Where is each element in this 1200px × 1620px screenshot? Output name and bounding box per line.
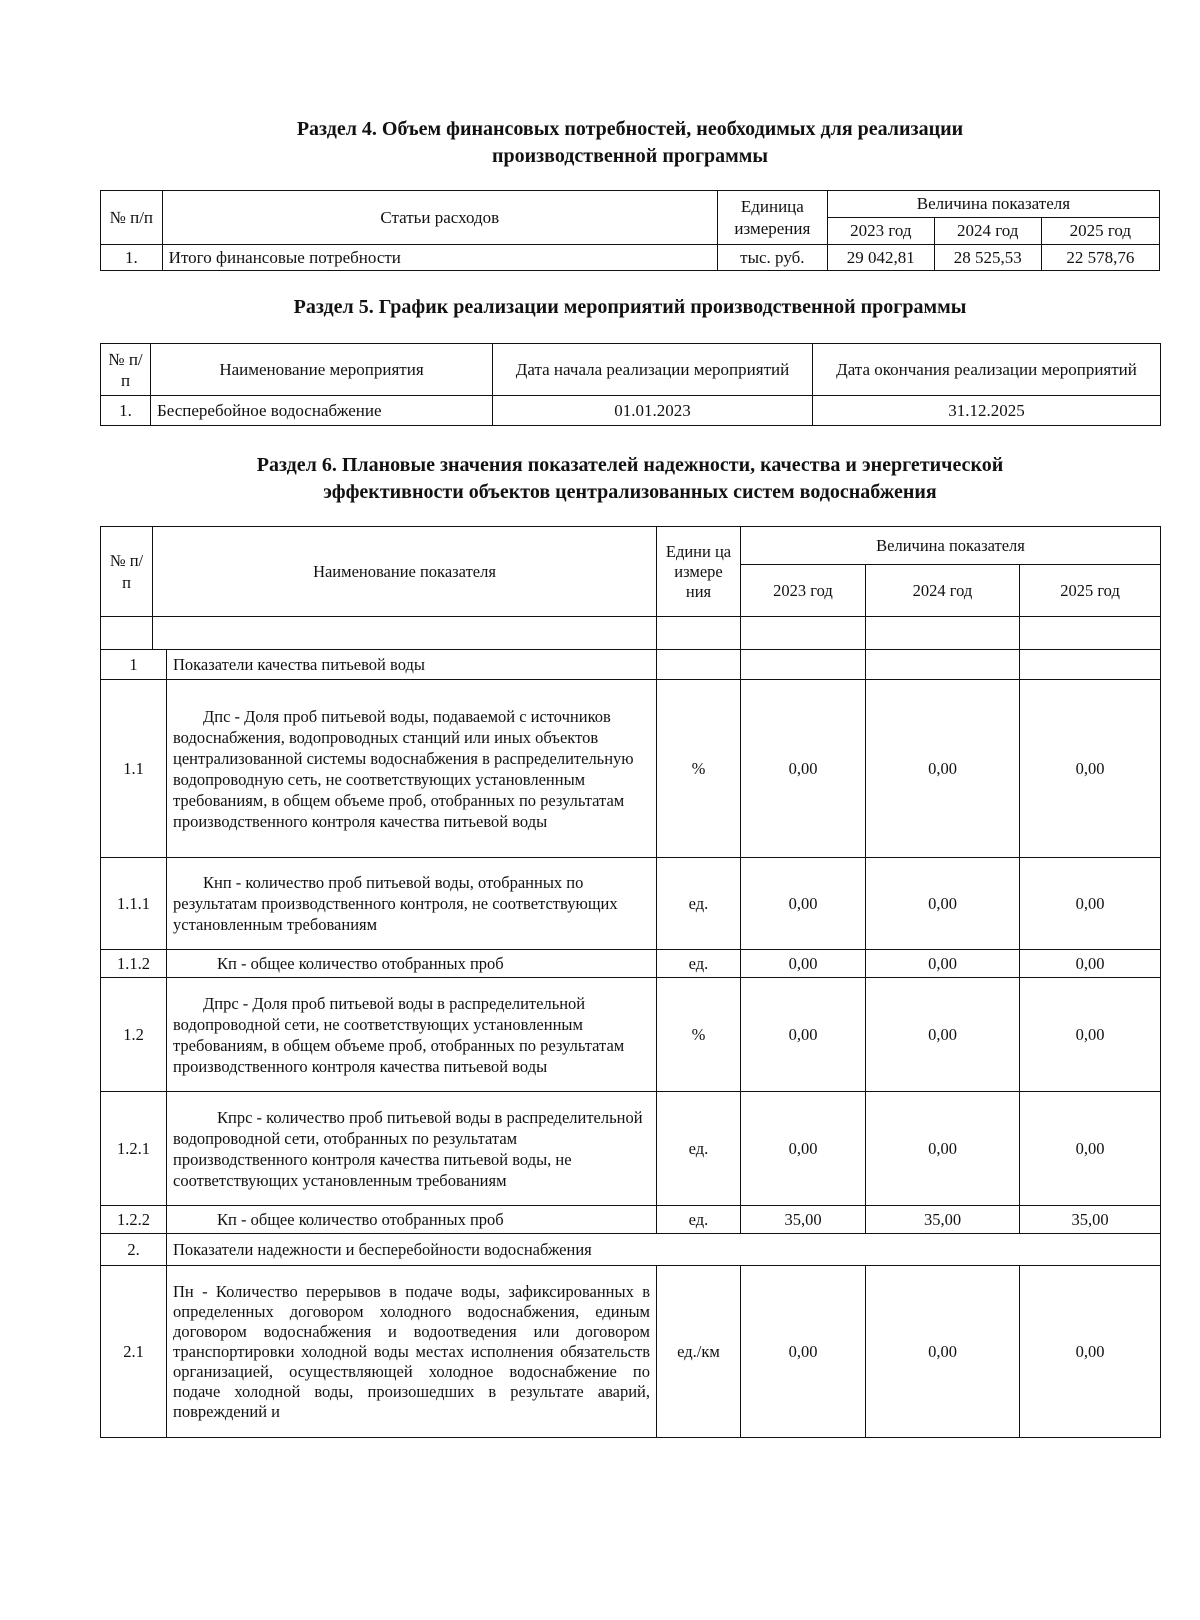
table-row-empty <box>101 617 1161 650</box>
row-indicator-name: Пн - Количество перерывов в подаче воды, зафиксированных в определенных договором холодного водоснабжения, единым договором водоснабжения и водоотведения или договором транспортировки холодной воды местах исполнения обязательств организацией, осуществляющей холодное водоснабжение по подаче холодной воды, произошедших в результате аварий, повреждений и <box>167 1266 657 1438</box>
section-4-title-line2: производственной программы <box>491 145 769 167</box>
row-2024: 0,00 <box>866 1092 1020 1206</box>
row-num: 2.1 <box>101 1266 167 1438</box>
row-2025: 0,00 <box>1020 950 1161 978</box>
row-2025: 35,00 <box>1020 1206 1161 1234</box>
row-num: 1.1 <box>101 680 167 858</box>
header-end-date: Дата окончания реализации мероприятий <box>813 344 1161 396</box>
row-end-date: 31.12.2025 <box>813 396 1161 426</box>
empty-cell <box>1020 617 1161 650</box>
row-item: Итого финансовые потребности <box>162 245 717 271</box>
schedule-table <box>100 343 1161 426</box>
row-num: 1. <box>101 245 163 271</box>
row-unit: % <box>657 978 741 1092</box>
indicators-table <box>100 526 1161 1438</box>
empty-cell <box>657 617 741 650</box>
header-num: № п/п <box>101 527 153 617</box>
table-row <box>101 396 1161 426</box>
row-indicator-name: Кнп - количество проб питьевой воды, отобранных по результатам производственного контроля, не соответствующих установленным требованиям <box>167 858 657 950</box>
empty-cell <box>741 650 866 680</box>
row-indicator-name: Дпрс - Доля проб питьевой воды в распределительной водопроводной сети, не соответствующих установленным требованиям, в общем объеме проб, отобранных по результатам производственного контроля качества питьевой воды <box>167 978 657 1092</box>
header-start-date: Дата начала реализации мероприятий <box>493 344 813 396</box>
row-2023: 0,00 <box>741 950 866 978</box>
group-row <box>101 650 1161 680</box>
row-2024: 0,00 <box>866 1266 1020 1438</box>
row-unit: ед./км <box>657 1266 741 1438</box>
row-indicator-name: Кп - общее количество отобранных проб <box>167 1206 657 1234</box>
header-2025: 2025 год <box>1041 218 1159 245</box>
row-num: 1.2.1 <box>101 1092 167 1206</box>
header-value: Величина показателя <box>741 527 1161 565</box>
section-6-title <box>100 452 1160 506</box>
header-2025: 2025 год <box>1020 565 1161 617</box>
row-unit: ед. <box>657 950 741 978</box>
row-2024: 0,00 <box>866 950 1020 978</box>
row-start-date: 01.01.2023 <box>493 396 813 426</box>
row-num: 1. <box>101 396 151 426</box>
row-event-name: Бесперебойное водоснабжение <box>151 396 493 426</box>
empty-cell <box>1020 650 1161 680</box>
row-indicator-name: Показатели качества питьевой воды <box>167 650 657 680</box>
financial-needs-table <box>100 190 1160 271</box>
table-row <box>101 1266 1161 1438</box>
table-row <box>101 978 1161 1092</box>
row-2025: 0,00 <box>1020 858 1161 950</box>
header-2023: 2023 год <box>741 565 866 617</box>
row-2023: 0,00 <box>741 978 866 1092</box>
row-2023: 0,00 <box>741 1266 866 1438</box>
section-4-title-line1: Раздел 4. Объем финансовых потребностей, необходимых для реализации <box>296 118 964 140</box>
row-2024: 35,00 <box>866 1206 1020 1234</box>
table-row <box>101 245 1160 271</box>
row-num: 1.1.1 <box>101 858 167 950</box>
table-row <box>101 950 1161 978</box>
section-6-title-line2: эффективности объектов централизованных систем водоснабжения <box>323 481 937 503</box>
empty-cell <box>101 617 153 650</box>
header-event-name: Наименование мероприятия <box>151 344 493 396</box>
header-num: № п/п <box>101 191 163 245</box>
row-2023: 0,00 <box>741 858 866 950</box>
row-2024: 28 525,53 <box>934 245 1041 271</box>
header-value: Величина показателя <box>827 191 1159 218</box>
table-row <box>101 680 1161 858</box>
row-2025: 22 578,76 <box>1041 245 1159 271</box>
row-2025: 0,00 <box>1020 680 1161 858</box>
row-unit: ед. <box>657 858 741 950</box>
row-indicator-name: Кпрс - количество проб питьевой воды в распределительной водопроводной сети, отобранных по результатам производственного контроля качества питьевой воды, не соответствующих установленным требованиям <box>167 1092 657 1206</box>
header-2024: 2024 год <box>934 218 1041 245</box>
empty-cell <box>741 617 866 650</box>
row-indicator-name: Показатели надежности и бесперебойности водоснабжения <box>167 1234 1161 1266</box>
row-num: 1.2.2 <box>101 1206 167 1234</box>
table-row <box>101 1206 1161 1234</box>
header-2023: 2023 год <box>827 218 934 245</box>
section-5-title: Раздел 5. График реализации мероприятий производственной программы <box>293 296 967 318</box>
row-2023: 0,00 <box>741 680 866 858</box>
row-2024: 0,00 <box>866 978 1020 1092</box>
row-unit: ед. <box>657 1092 741 1206</box>
row-unit: тыс. руб. <box>717 245 827 271</box>
header-unit: Единица измерения <box>717 191 827 245</box>
row-unit: % <box>657 680 741 858</box>
row-2025: 0,00 <box>1020 1092 1161 1206</box>
row-indicator-name: Кп - общее количество отобранных проб <box>167 950 657 978</box>
row-2024: 0,00 <box>866 858 1020 950</box>
section-6-title-line1: Раздел 6. Плановые значения показателей надежности, качества и энергетической <box>256 454 1004 476</box>
row-indicator-name: Дпс - Доля проб питьевой воды, подаваемой с источников водоснабжения, водопроводных станций или иных объектов централизованной системы водоснабжения в распределительную водопроводную сеть, не соответствующих установленным требованиям, в общем объеме проб, отобранных по результатам производственного контроля качества питьевой воды <box>167 680 657 858</box>
row-2025: 0,00 <box>1020 1266 1161 1438</box>
section-4-title <box>100 116 1160 170</box>
header-expense-item: Статьи расходов <box>162 191 717 245</box>
row-2023: 0,00 <box>741 1092 866 1206</box>
row-num: 1.1.2 <box>101 950 167 978</box>
row-2023: 35,00 <box>741 1206 866 1234</box>
header-unit: Едини ца измере ния <box>657 527 741 617</box>
row-2023: 29 042,81 <box>827 245 934 271</box>
empty-cell <box>153 617 657 650</box>
table-row <box>101 858 1161 950</box>
empty-cell <box>866 617 1020 650</box>
row-unit: ед. <box>657 1206 741 1234</box>
row-num: 1 <box>101 650 167 680</box>
header-indicator-name: Наименование показателя <box>153 527 657 617</box>
row-2025: 0,00 <box>1020 978 1161 1092</box>
row-num: 1.2 <box>101 978 167 1092</box>
row-2024: 0,00 <box>866 680 1020 858</box>
header-num: № п/п <box>101 344 151 396</box>
row-num: 2. <box>101 1234 167 1266</box>
group-row <box>101 1234 1161 1266</box>
empty-cell <box>657 650 741 680</box>
table-row <box>101 1092 1161 1206</box>
empty-cell <box>866 650 1020 680</box>
header-2024: 2024 год <box>866 565 1020 617</box>
